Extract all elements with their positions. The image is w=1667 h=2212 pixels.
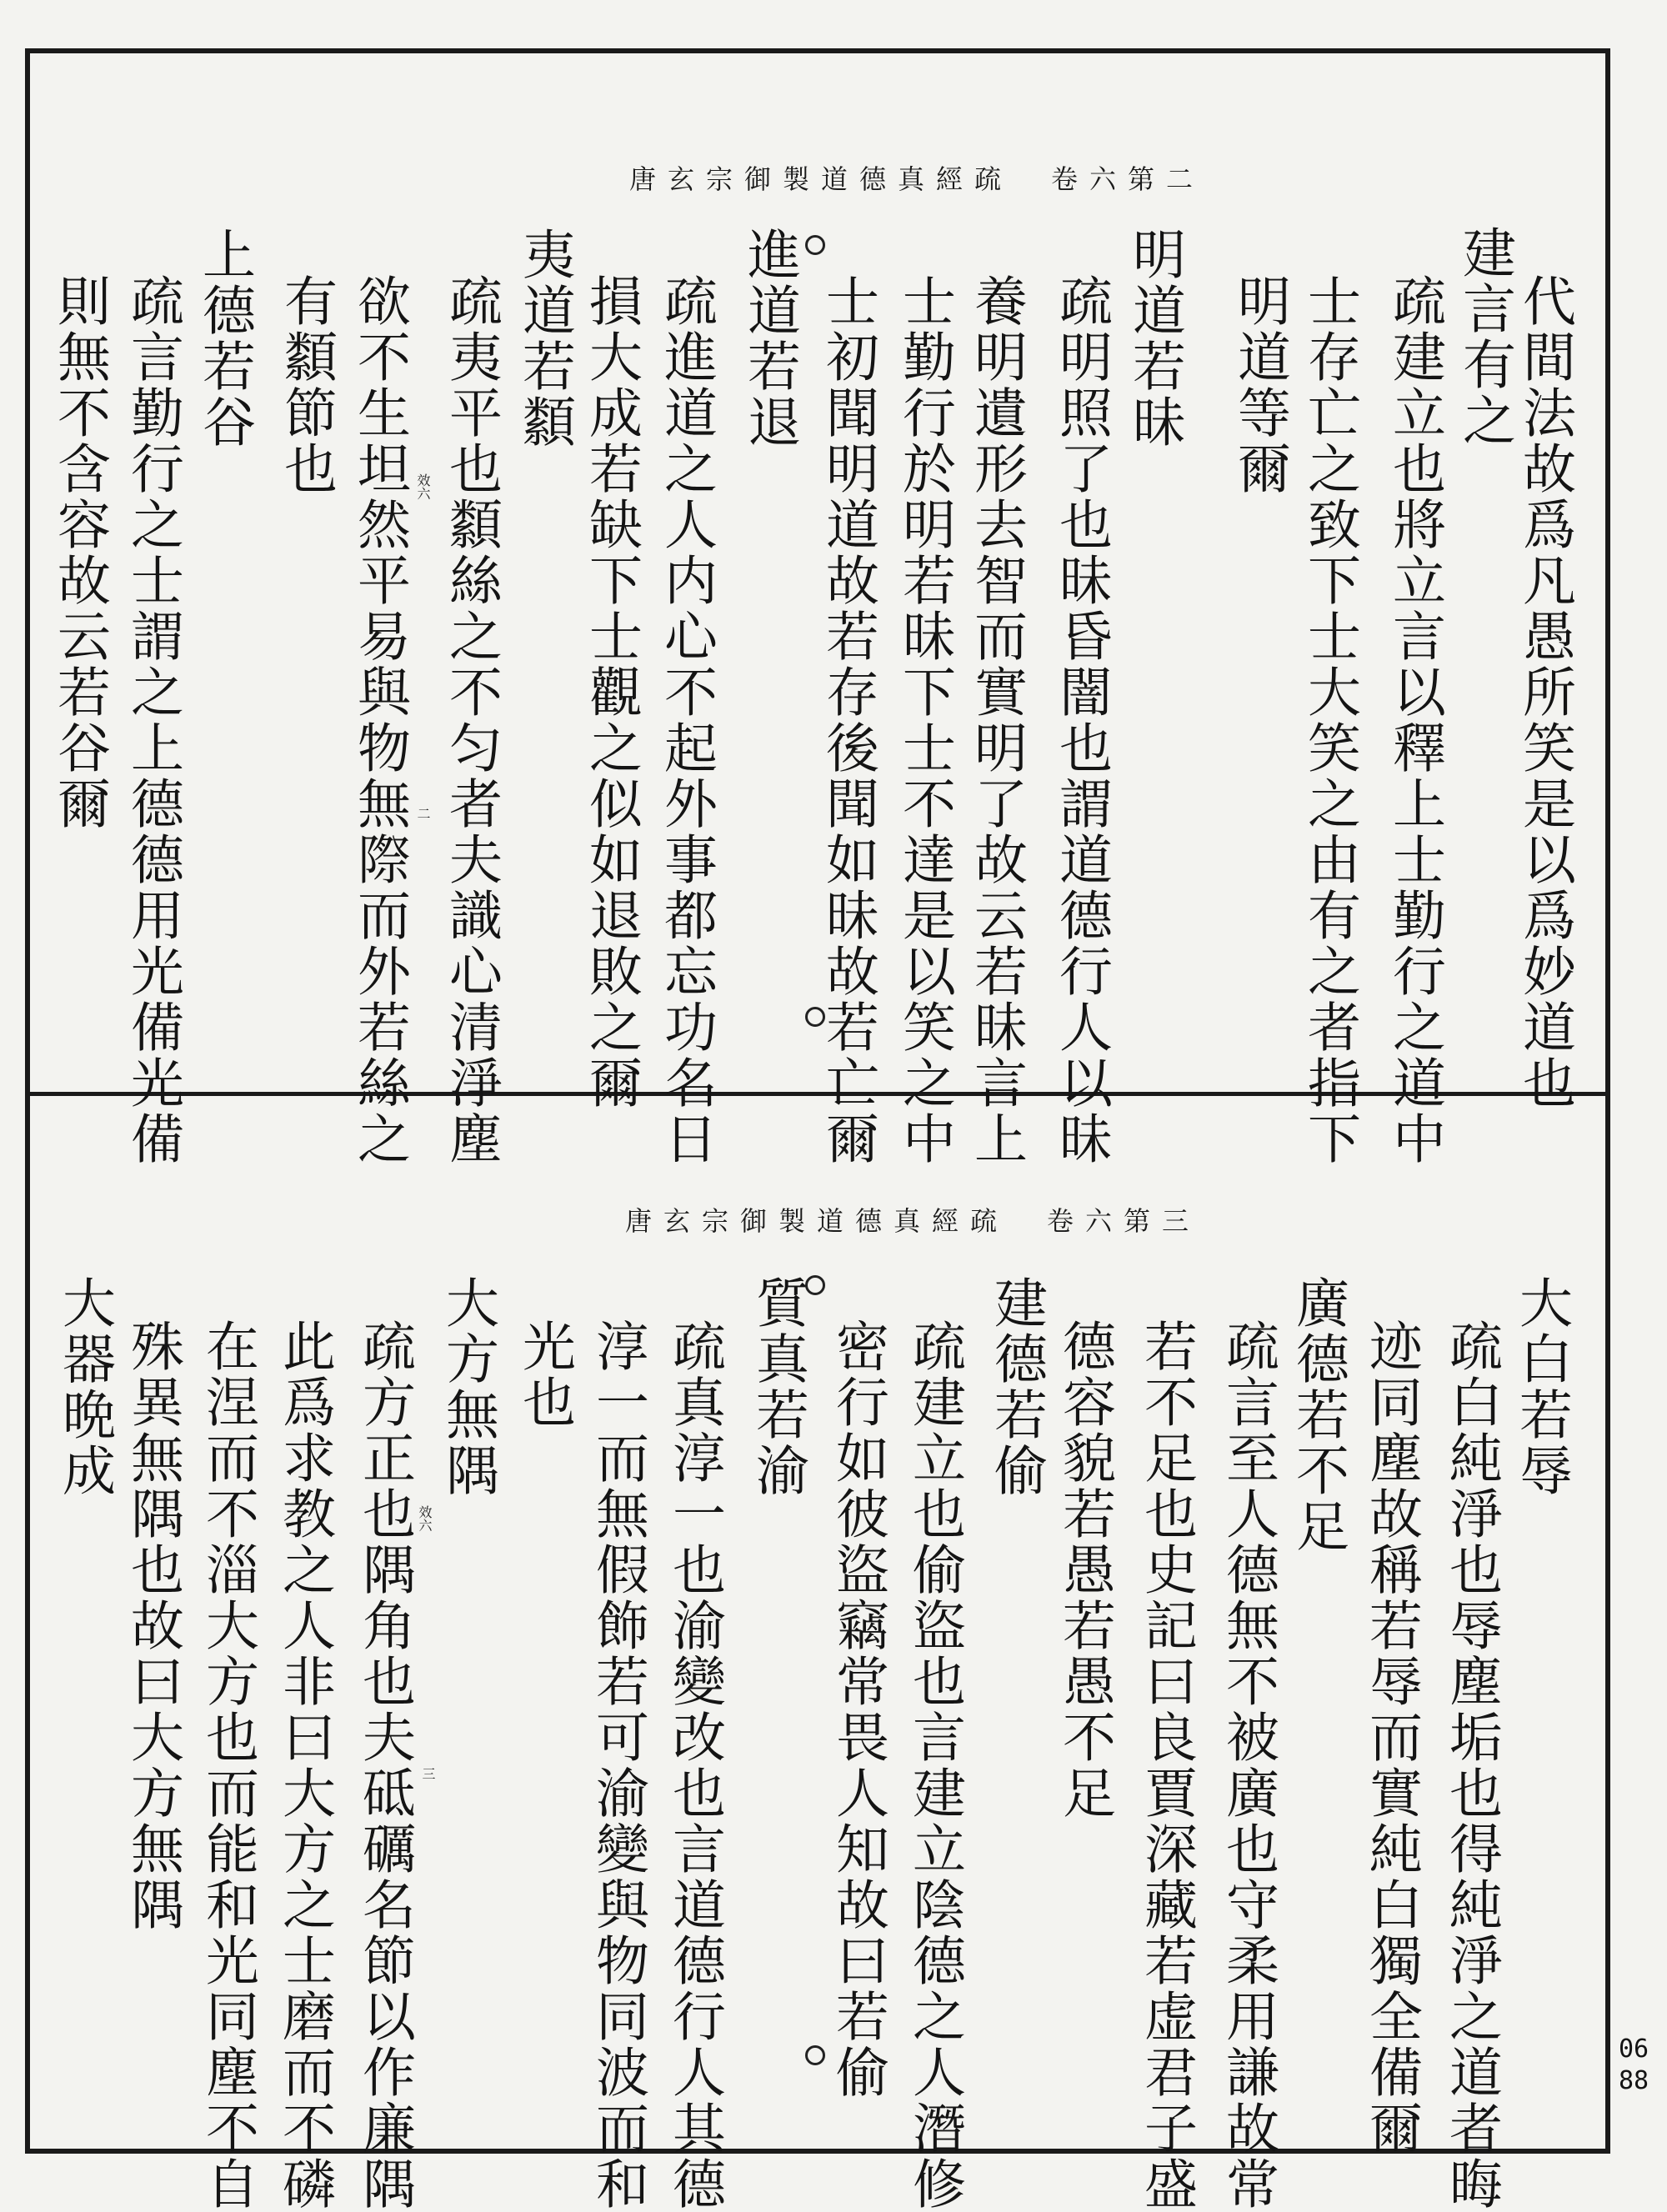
top-punctuation-circle-upper: [805, 235, 825, 255]
top-col-7: 疏明照了也昧昏闇也謂道德行人以昧: [1050, 273, 1112, 1167]
top-col-4: 士存亡之致下士大笑之由有之者指下: [1299, 273, 1360, 1167]
top-folio-number: 二: [415, 807, 431, 820]
bottom-col-6: 若不足也史記曰良賈深藏若虚君子盛: [1135, 1319, 1197, 2212]
bottom-col-7: 德容貌若愚若愚不足: [1054, 1319, 1115, 1821]
bottom-col-18: 在涅而不淄大方也而能和光同塵不自: [197, 1319, 258, 2212]
top-col-16: 欲不生坦然平易與物無際而外若絲之: [348, 273, 410, 1167]
bottom-col-19: 殊異無隅也故曰大方無隅: [122, 1319, 183, 1933]
top-col-9: 士勤行於明若昧下士不達是以笑之中: [894, 273, 955, 1167]
top-col-14: 夷道若纇: [513, 227, 575, 450]
bottom-folio-label: 效六: [417, 1505, 433, 1532]
top-col-10: 士初聞明道故若存後聞如昧故若亡爾: [817, 273, 879, 1167]
top-col-12: 疏進道之人内心不起外事都忘功名日: [655, 273, 717, 1167]
top-col-19: 疏言勤行之士謂之上德德用光備光備: [122, 273, 183, 1167]
top-folio-label: 效六: [415, 473, 431, 500]
bottom-col-9: 疏建立也偷盜也言建立陰德之人潛修: [904, 1319, 965, 2212]
top-col-18: 上德若谷: [193, 227, 255, 450]
bottom-col-8: 建德若偷: [985, 1275, 1047, 1499]
top-col-2: 建言有之: [1454, 225, 1515, 448]
bottom-col-16: 疏方正也隅角也夫砥礪名節以作廉隅: [353, 1319, 415, 2212]
top-col-13: 損大成若缺下士觀之似如退敗之爾: [580, 273, 642, 1111]
bottom-col-15: 大方無隅: [437, 1275, 498, 1499]
top-col-17: 有纇節也: [275, 273, 337, 497]
top-running-header: 唐玄宗御製道德真經疏 卷六第二: [629, 163, 1205, 195]
top-col-3: 疏建立也將立言以釋上士勤行之道中: [1384, 273, 1445, 1167]
top-col-8: 養明遺形去智而實明了故云若昧言上: [965, 273, 1027, 1167]
bottom-col-10: 密行如彼盜竊常畏人知故曰若偷: [827, 1319, 889, 2100]
bottom-punctuation-circle-lower: [805, 2045, 825, 2065]
top-punctuation-circle-lower: [805, 1007, 825, 1027]
top-col-6: 明道若昧: [1124, 227, 1185, 450]
bottom-col-4: 廣德若不足: [1287, 1275, 1349, 1554]
top-col-1: 代間法故爲凡愚所笑是以爲妙道也: [1514, 273, 1575, 1111]
bottom-col-20: 大器晩成: [53, 1275, 115, 1499]
bottom-folio-number: 三: [420, 1767, 436, 1780]
bottom-col-14: 光也: [513, 1319, 575, 1430]
bottom-col-17: 此爲求教之人非曰大方之士磨而不磷: [273, 1319, 335, 2212]
top-col-15: 疏夷平也纇絲之不匀者夫識心清淨塵: [440, 273, 502, 1167]
bottom-punctuation-circle-upper: [805, 1275, 825, 1295]
bottom-col-12: 疏真淳一也渝變改也言道德行人其德: [663, 1319, 725, 2212]
bottom-col-13: 淳一而無假飾若可渝變與物同波而和: [587, 1319, 648, 2212]
bottom-col-5: 疏言至人德無不被廣也守柔用謙故常: [1217, 1319, 1279, 2212]
bottom-col-11: 質真若渝: [747, 1275, 808, 1499]
top-col-20: 則無不含容故云若谷爾: [48, 273, 110, 832]
top-col-11: 進道若退: [738, 227, 800, 450]
bottom-col-3: 迹同塵故稱若辱而實純白獨全備爾: [1360, 1319, 1422, 2156]
bottom-running-header: 唐玄宗御製道德真經疏 卷六第三: [625, 1205, 1201, 1237]
page-number: 0688: [1618, 2034, 1649, 2095]
bottom-col-2: 疏白純淨也辱塵垢也得純淨之道者晦: [1440, 1319, 1502, 2212]
top-col-5: 明道等爾: [1229, 273, 1290, 497]
bottom-col-1: 大白若辱: [1510, 1275, 1572, 1499]
